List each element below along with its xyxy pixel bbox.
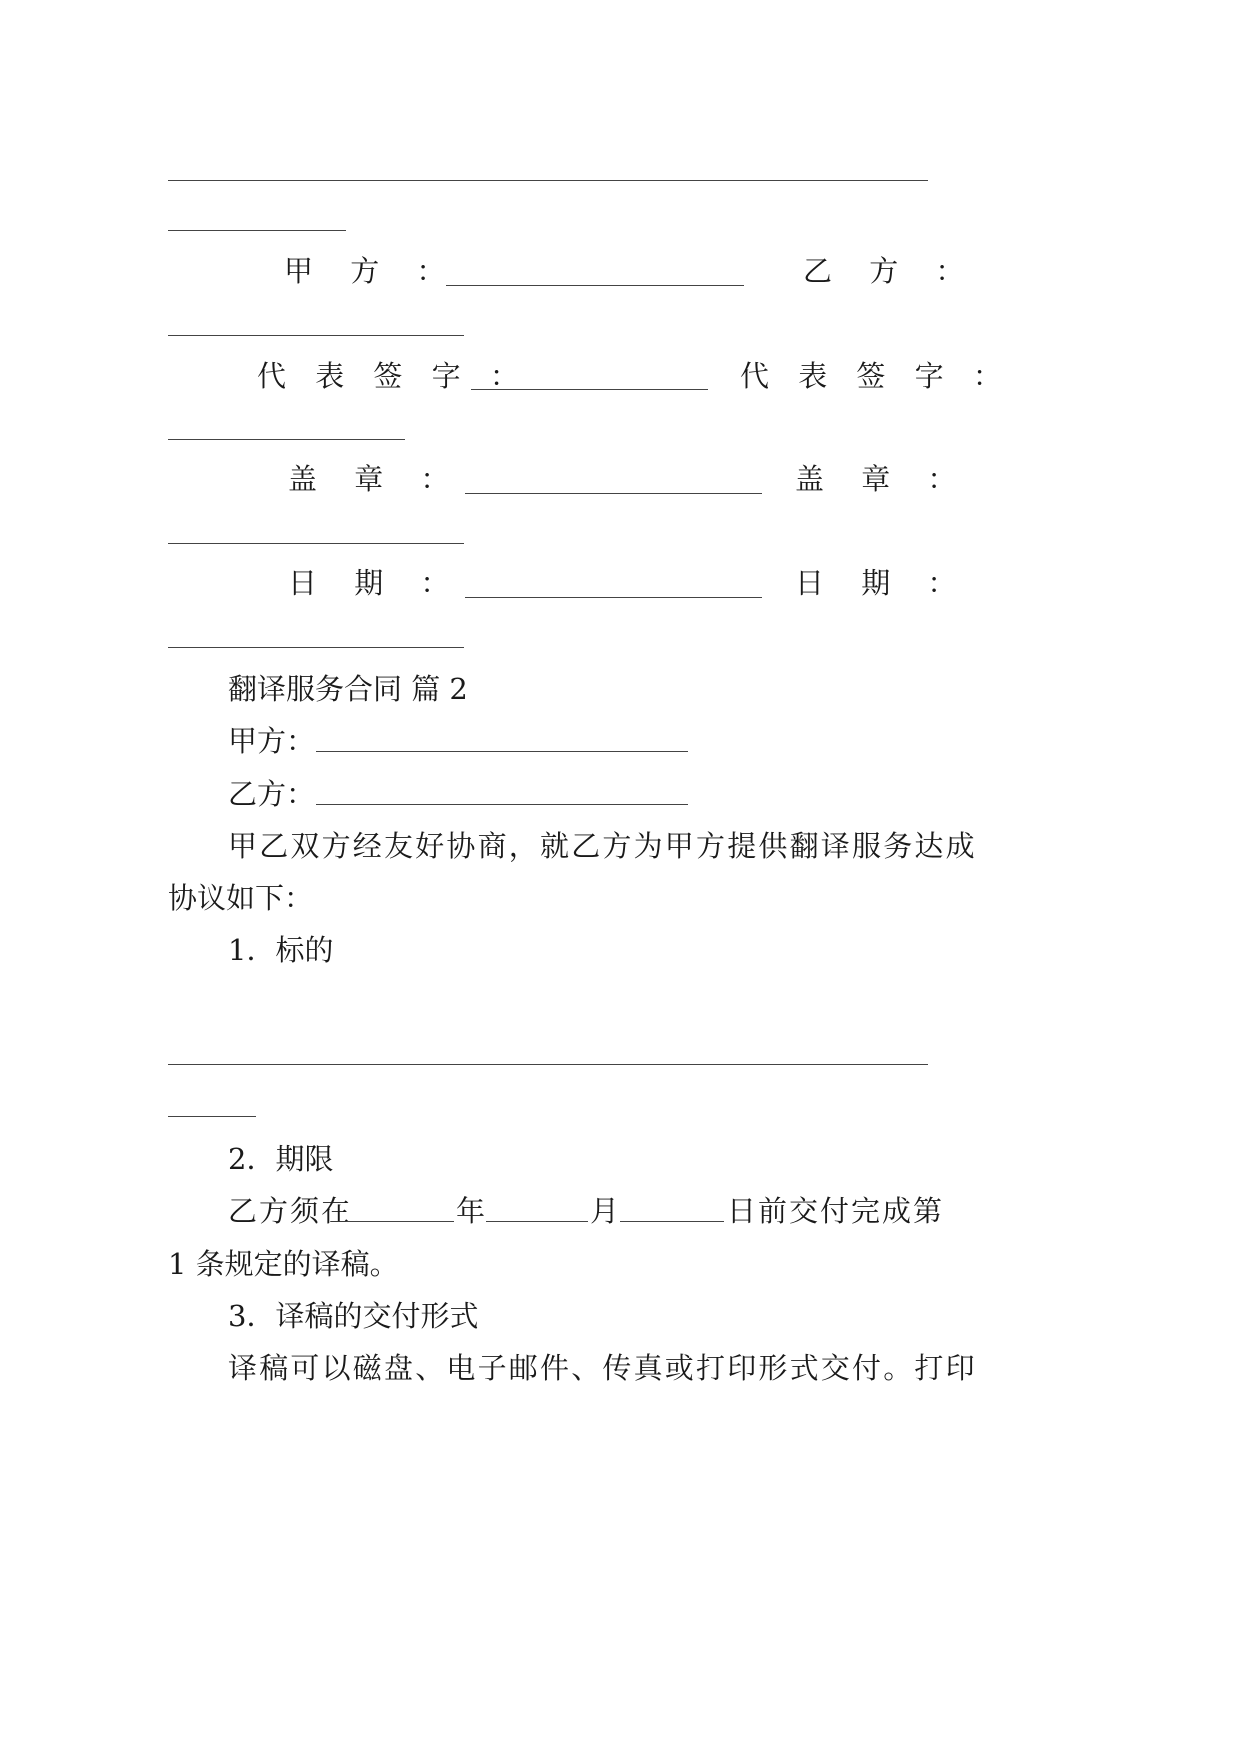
date-b-blank[interactable] xyxy=(168,647,464,648)
deadline-month-blank[interactable] xyxy=(486,1221,588,1222)
deadline-year-label: 年 xyxy=(456,1194,486,1228)
seal-b-blank[interactable] xyxy=(168,543,464,544)
section-3-heading: 3．译稿的交付形式 xyxy=(228,1299,479,1333)
seal-a-blank[interactable] xyxy=(465,493,762,494)
deadline-prefix: 乙方须在 xyxy=(228,1194,353,1228)
date-b-label: 日 期 ： xyxy=(795,566,971,600)
rep-sign-a-blank[interactable] xyxy=(471,389,708,390)
deadline-year-blank[interactable] xyxy=(346,1221,454,1222)
section-1-blank[interactable] xyxy=(168,1064,928,1065)
deadline-month-label: 月 xyxy=(590,1194,620,1228)
party-a-label: 甲 方 ： xyxy=(284,254,460,288)
party-b-blank[interactable] xyxy=(168,335,464,336)
party-a-blank-2[interactable] xyxy=(316,751,688,752)
party-b-label: 乙 方 ： xyxy=(803,254,979,288)
rep-sign-b-blank[interactable] xyxy=(168,439,405,440)
contract-title: 翻译服务合同 篇 2 xyxy=(228,672,468,706)
section-1-blank-cont[interactable] xyxy=(168,1116,256,1117)
deadline-suffix: 日前交付完成第 xyxy=(727,1194,945,1228)
date-a-blank[interactable] xyxy=(465,597,762,598)
party-a-label-2: 甲方： xyxy=(228,724,316,758)
party-a-blank[interactable] xyxy=(446,285,744,286)
intro-line-2: 协议如下： xyxy=(168,881,314,915)
rep-sign-a-label: 代 表 签 字 ： xyxy=(257,359,529,393)
intro-line-1: 甲乙双方经友好协商，就乙方为甲方提供翻译服务达成 xyxy=(228,829,977,863)
deadline-day-blank[interactable] xyxy=(620,1221,724,1222)
section-1-heading: 1．标的 xyxy=(228,933,334,967)
blank-line-top-cont xyxy=(168,230,346,231)
section-2-heading: 2．期限 xyxy=(228,1142,334,1176)
party-b-blank-2[interactable] xyxy=(316,804,688,805)
blank-line-top xyxy=(168,180,928,181)
rep-sign-b-label: 代 表 签 字 ： xyxy=(740,359,1012,393)
date-a-label: 日 期 ： xyxy=(288,566,464,600)
party-b-label-2: 乙方： xyxy=(228,777,316,811)
seal-b-label: 盖 章 ： xyxy=(795,462,971,496)
section-3-line-1: 译稿可以磁盘、电子邮件、传真或打印形式交付。打印 xyxy=(228,1351,977,1385)
seal-a-label: 盖 章 ： xyxy=(288,462,464,496)
deadline-line-2: 1 条规定的译稿。 xyxy=(168,1247,399,1281)
